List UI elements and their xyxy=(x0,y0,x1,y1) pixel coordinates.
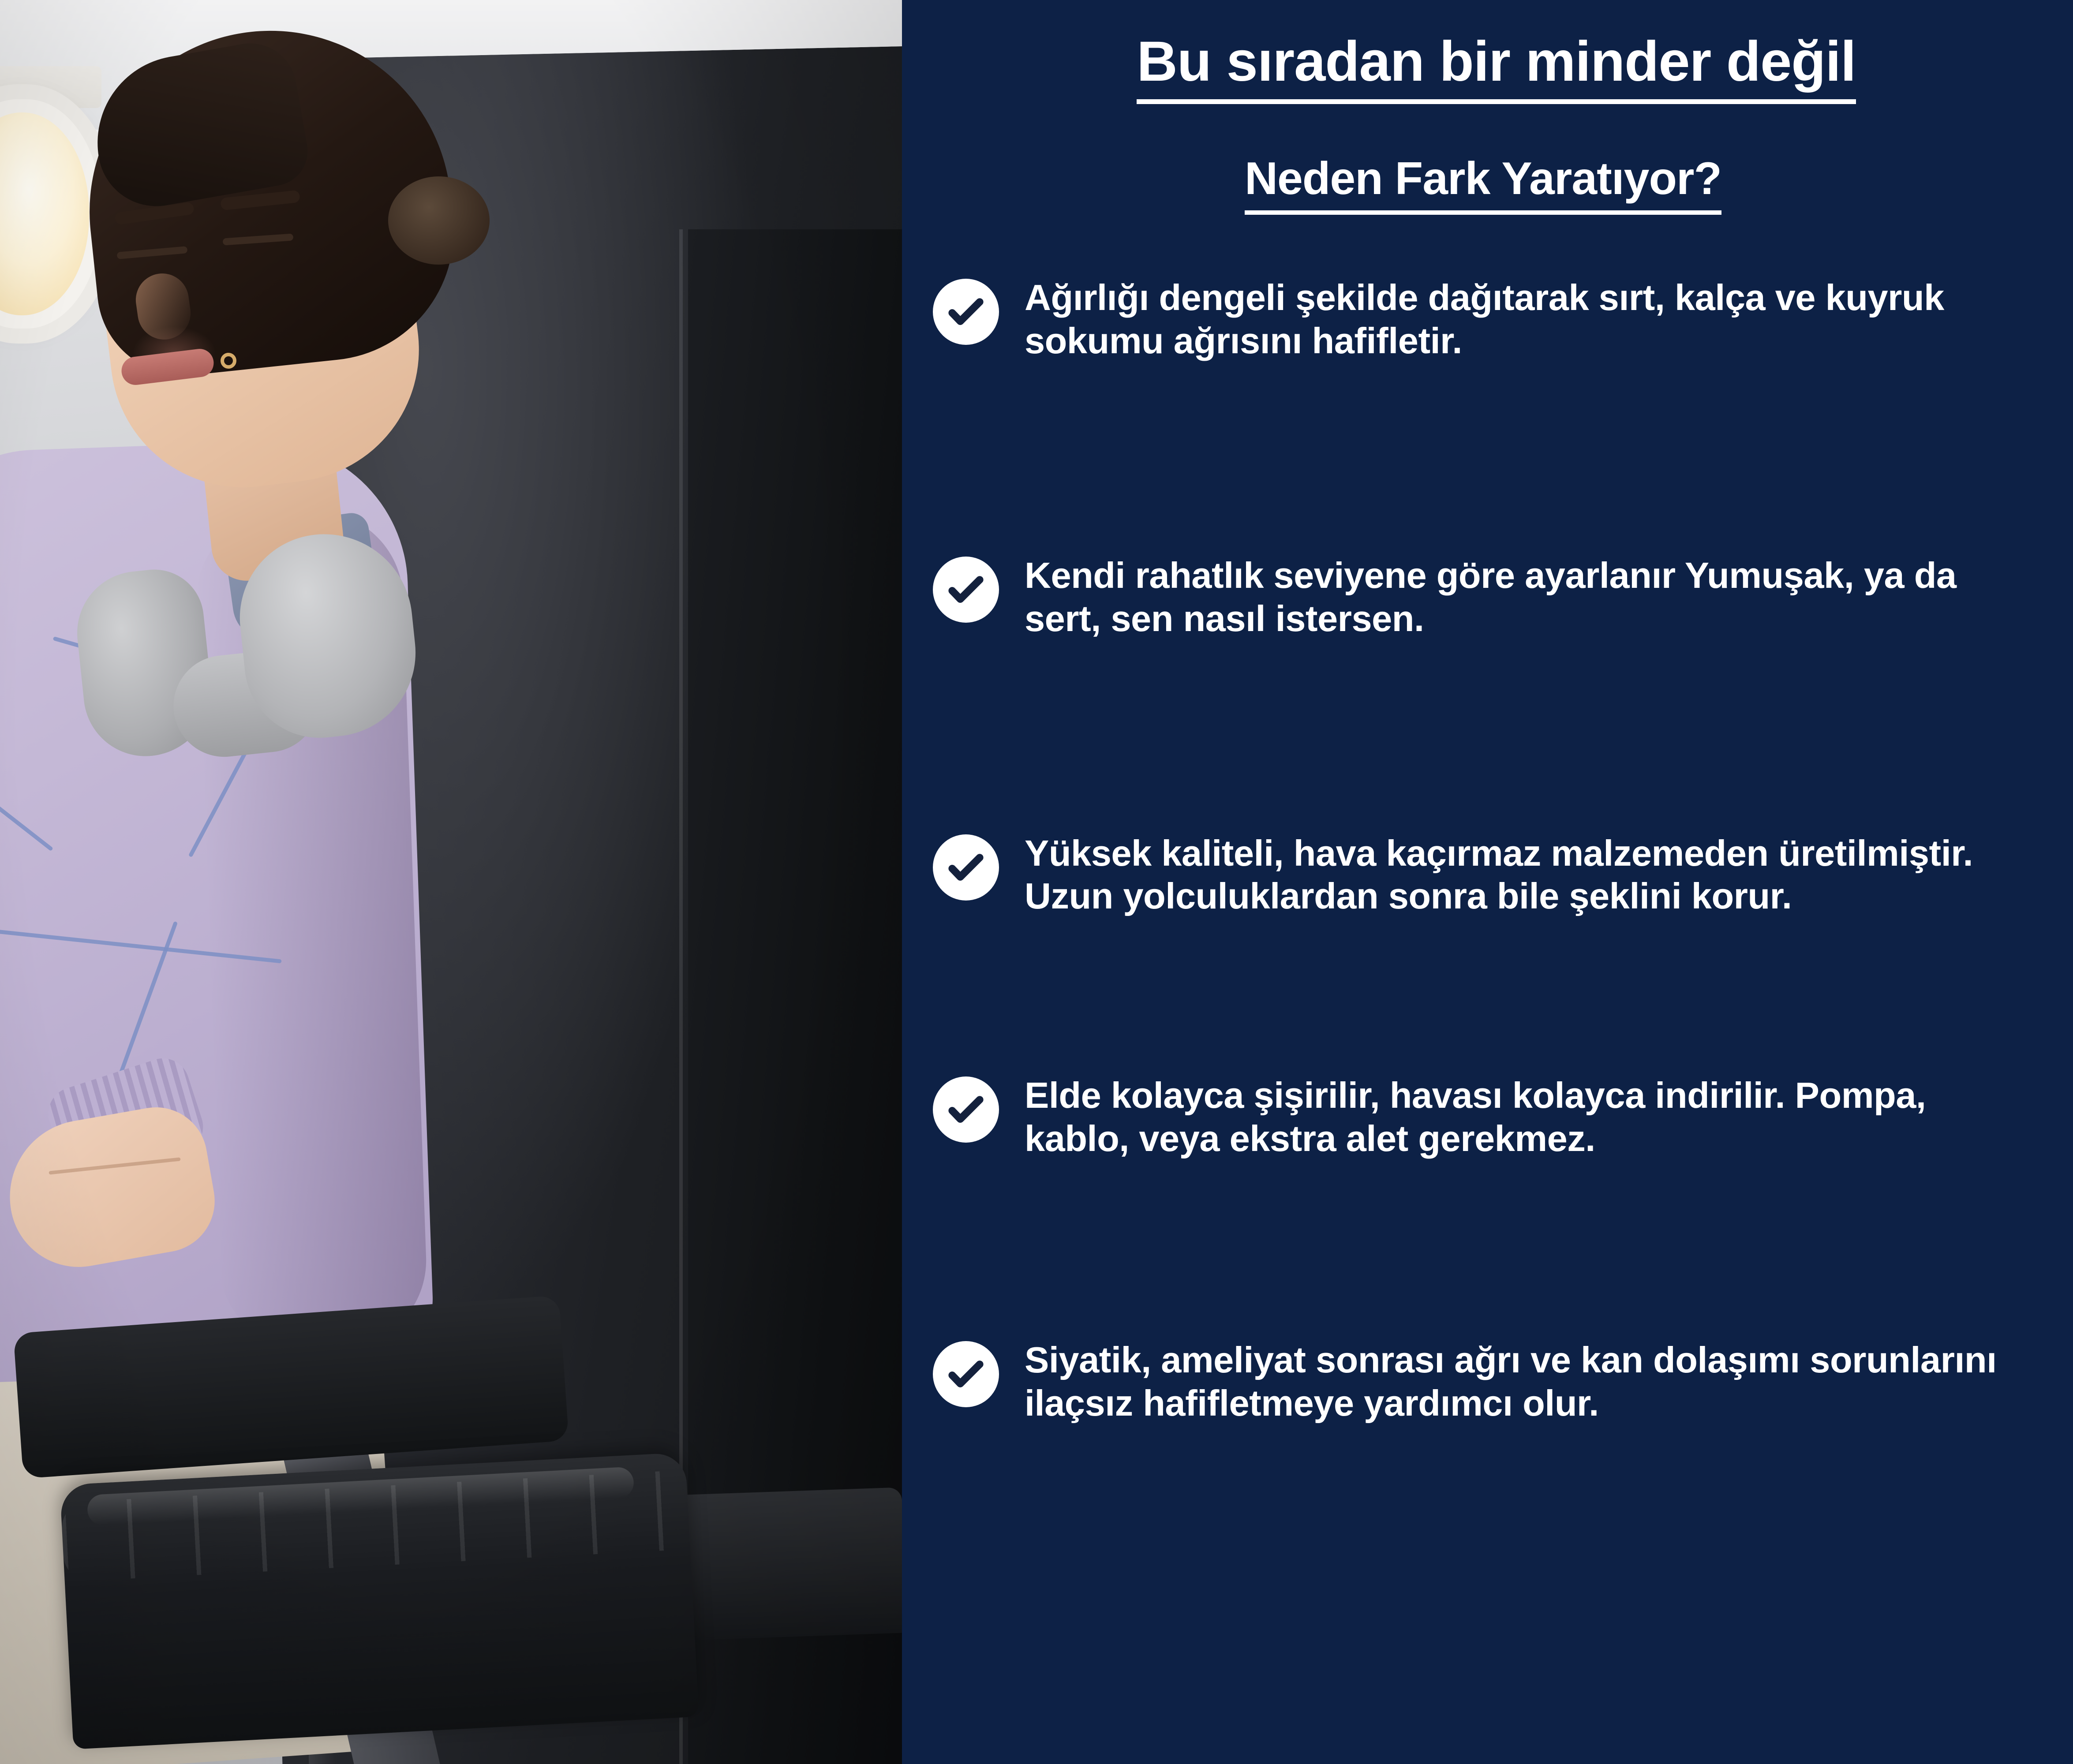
list-item-label: Ağırlığı dengeli şekilde dağıtarak sırt, kalça ve kuyruk sokumu ağrısını hafifletir. xyxy=(1025,277,1944,361)
product-lifestyle-photo xyxy=(0,0,902,1764)
subheadline: Neden Fark Yaratıyor? xyxy=(1245,153,1721,215)
headline-container xyxy=(933,31,2033,104)
list-item-label: Yüksek kaliteli, hava kaçırmaz malzemeden üretilmiştir. Uzun yolculuklardan sonra bile şeklini korur. xyxy=(1025,832,1973,917)
check-icon xyxy=(933,834,999,901)
travel-neck-pillow xyxy=(69,526,425,771)
feature-list-panel xyxy=(902,0,2073,1764)
check-icon xyxy=(933,1341,999,1407)
benefit-list xyxy=(933,274,2033,1425)
list-item-label: Elde kolayca şişirilir, havası kolayca indirilir. Pompa, kablo, veya ekstra alet gerekmez. xyxy=(1025,1075,1926,1159)
cushion-quilting xyxy=(60,1470,690,1582)
list-item xyxy=(933,552,2033,640)
headline: Bu sıradan bir minder değil xyxy=(1137,31,1856,104)
subheadline-container xyxy=(933,104,2033,215)
earring xyxy=(221,353,236,369)
list-item xyxy=(933,1072,2033,1160)
list-item-label: Kendi rahatlık seviyene göre ayarlanır Yumuşak, ya da sert, sen nasıl istersen. xyxy=(1025,554,1957,639)
list-item xyxy=(933,1337,2033,1425)
inflatable-seat-cushion xyxy=(60,1452,699,1749)
check-icon xyxy=(933,1076,999,1143)
list-item xyxy=(933,830,2033,918)
check-icon xyxy=(933,557,999,623)
list-item xyxy=(933,274,2033,363)
check-icon xyxy=(933,279,999,345)
passenger-hair-bun xyxy=(388,176,490,265)
list-item-label: Siyatik, ameliyat sonrası ağrı ve kan dolaşımı sorunlarını ilaçsız hafifletmeye yardımcı olur. xyxy=(1025,1339,1997,1424)
